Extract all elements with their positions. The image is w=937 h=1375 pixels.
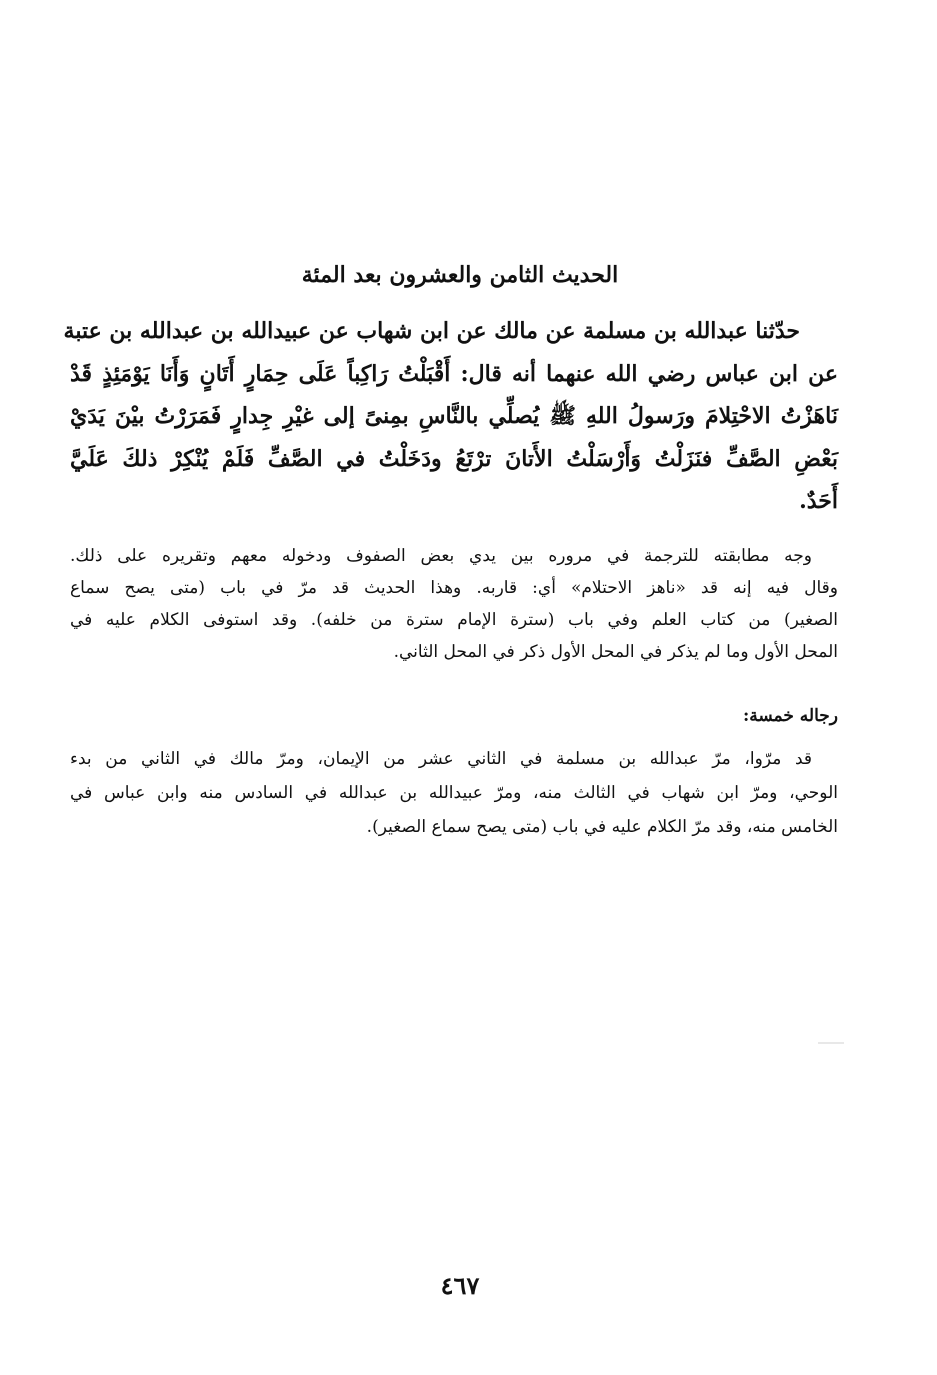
narrators-line: قد مرّوا، مرّ عبدالله بن مسلمة في الثاني عشر من الإيمان، ومرّ مالك في الثاني من بدء <box>70 749 812 769</box>
hadith-line: حدّثنا عبدالله بن مسلمة عن مالك عن ابن شهاب عن عبيدالله بن عبدالله بن عتبة <box>63 318 800 344</box>
scan-smudge <box>818 1042 844 1044</box>
commentary-paragraph <box>70 540 838 668</box>
commentary-line: المحل الأول وما لم يذكر في المحل الأول ذكر في المحل الثاني. <box>393 642 838 662</box>
narrators-paragraph <box>70 742 838 844</box>
hadith-line: نَاهَزْتُ الاحْتِلامَ ورَسولُ اللهِ ﷺ يُصلِّي بالنَّاسِ بمِنىً إلى غيْرِ جِدارٍ فَمَرَرْتُ بيْنَ يَدَيْ <box>70 403 838 429</box>
commentary-line: وقال فيه إنه قد «ناهز الاحتلام» أي: قاربه. وهذا الحديث قد مرّ في باب (متى يصح سماع <box>70 578 838 598</box>
hadith-text <box>63 310 838 523</box>
narrators-line: الخامس منه، وقد مرّ الكلام عليه في باب (متى يصح سماع الصغير). <box>366 817 838 837</box>
hadith-line: بَعْضِ الصَّفِّ فنَزَلْتُ وَأَرْسَلْتُ الأَتانَ ترْتَعُ ودَخَلْتُ في الصَّفِّ فَلَمْ يُنْكِرْ ذلكَ عَلَيَّ <box>70 445 838 472</box>
commentary-line: الصغير) من كتاب العلم وفي باب (سترة الإمام سترة من خلفه). وقد استوفى الكلام عليه في <box>70 610 838 630</box>
hadith-line: أَحَدٌ. <box>799 488 838 514</box>
page-number: ٤٦٧ <box>440 1271 480 1300</box>
hadith-title: الحديث الثامن والعشرون بعد المئة <box>301 262 619 288</box>
narrators-line: الوحي، ومرّ ابن شهاب في الثالث منه، ومرّ عبيدالله بن عبدالله في السادس منه وابن عباس في <box>70 783 838 803</box>
narrators-heading: رجاله خمسة: <box>742 706 838 726</box>
commentary-line: وجه مطابقته للترجمة في مروره بين يدي بعض الصفوف ودخوله معهم وتقريره على ذلك. <box>70 546 812 566</box>
hadith-line: عن ابن عباس رضي الله عنهما أنه قال: أَقْبَلْتُ رَاكِباً عَلَى حِمَارٍ أَتَانٍ وَأَنَا يَوْمَئِذٍ قَدْ <box>70 360 838 387</box>
